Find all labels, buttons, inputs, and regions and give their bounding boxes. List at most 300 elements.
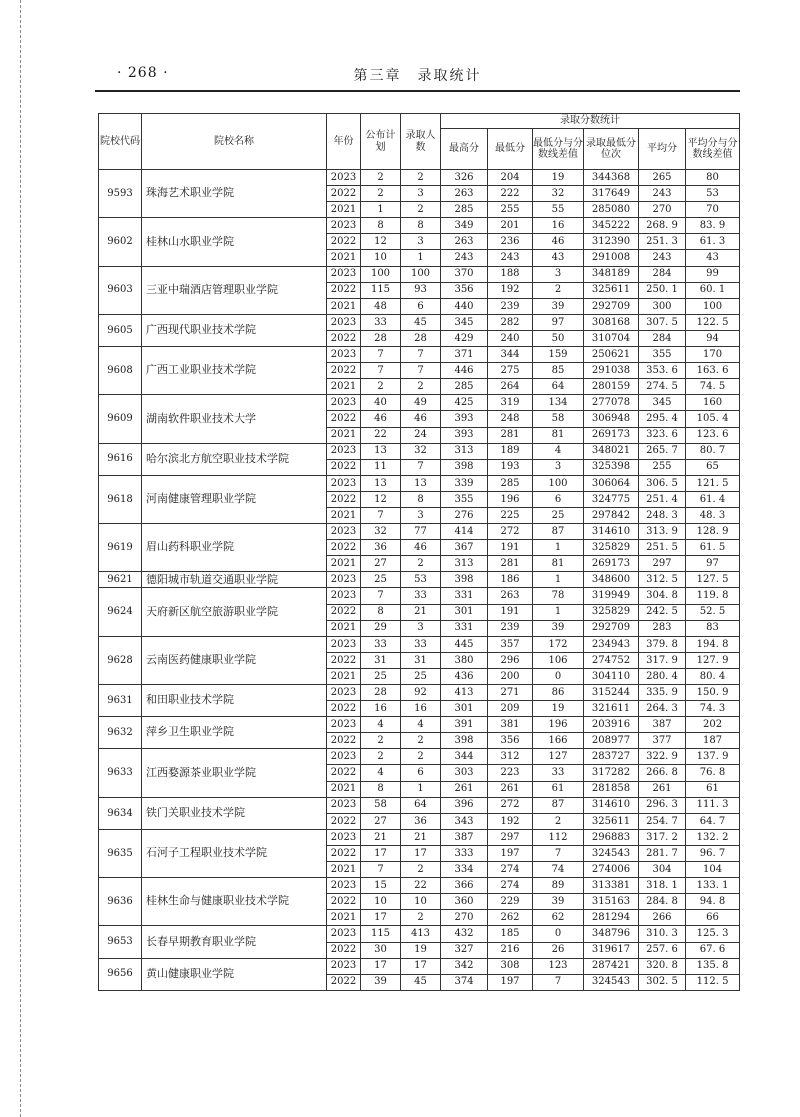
cell-max: 398 (441, 733, 488, 749)
cell-min: 192 (488, 813, 533, 829)
cell-min-rank: 325829 (584, 540, 639, 556)
cell-min: 357 (488, 636, 533, 652)
cell-min-diff: 1 (533, 604, 584, 620)
cell-min-rank: 317282 (584, 765, 639, 781)
cell-plan: 7 (361, 862, 401, 878)
table-row (99, 572, 740, 588)
header-rule (95, 90, 740, 92)
cell-avg-diff: 74. 3 (686, 701, 740, 717)
cell-avg: 284 (639, 266, 686, 282)
cell-admitted: 46 (401, 540, 441, 556)
cell-min-diff: 7 (533, 845, 584, 861)
school-name: 珠海艺术职业学院 (142, 170, 327, 218)
header-score-stats: 录取分数统计 (441, 114, 740, 129)
cell-plan: 30 (361, 942, 401, 958)
cell-max: 331 (441, 588, 488, 604)
cell-min: 271 (488, 685, 533, 701)
binding-margin-line (20, 0, 21, 1117)
cell-min-rank: 313381 (584, 878, 639, 894)
cell-min-rank: 319617 (584, 942, 639, 958)
cell-plan: 33 (361, 636, 401, 652)
cell-plan: 4 (361, 765, 401, 781)
cell-min: 262 (488, 910, 533, 926)
cell-min-diff: 100 (533, 475, 584, 491)
cell-min: 356 (488, 733, 533, 749)
cell-min-rank: 274752 (584, 652, 639, 668)
cell-min-diff: 61 (533, 781, 584, 797)
cell-min: 281 (488, 427, 533, 443)
cell-min-rank: 306064 (584, 475, 639, 491)
cell-max: 432 (441, 926, 488, 942)
table-row (99, 878, 740, 894)
cell-admitted: 2 (401, 733, 441, 749)
school-name: 天府新区航空旅游职业学院 (142, 588, 327, 636)
cell-min-diff: 2 (533, 813, 584, 829)
cell-min-diff: 39 (533, 298, 584, 314)
cell-year: 2023 (327, 347, 361, 363)
cell-admitted: 2 (401, 910, 441, 926)
cell-year: 2022 (327, 845, 361, 861)
cell-min-diff: 25 (533, 507, 584, 523)
cell-min-diff: 78 (533, 588, 584, 604)
cell-min-diff: 159 (533, 347, 584, 363)
school-code: 9618 (99, 475, 142, 523)
header-min-rank: 录取最低分位次 (584, 129, 639, 170)
cell-min-rank: 325611 (584, 813, 639, 829)
cell-min-diff: 55 (533, 202, 584, 218)
cell-avg: 266. 8 (639, 765, 686, 781)
cell-min-rank: 315244 (584, 685, 639, 701)
school-code: 9602 (99, 218, 142, 266)
cell-max: 333 (441, 845, 488, 861)
header-min-diff: 最低分与分数线差值 (533, 129, 584, 170)
cell-min-rank: 348189 (584, 266, 639, 282)
cell-min: 229 (488, 894, 533, 910)
cell-avg-diff: 96. 7 (686, 845, 740, 861)
cell-year: 2022 (327, 459, 361, 475)
cell-min-rank: 314610 (584, 797, 639, 813)
cell-avg-diff: 112. 5 (686, 974, 740, 990)
cell-min-rank: 324543 (584, 974, 639, 990)
cell-max: 327 (441, 942, 488, 958)
cell-year: 2022 (327, 813, 361, 829)
cell-min: 204 (488, 170, 533, 186)
cell-max: 429 (441, 330, 488, 346)
cell-plan: 28 (361, 685, 401, 701)
table-row (99, 347, 740, 363)
cell-avg: 264. 3 (639, 701, 686, 717)
cell-admitted: 33 (401, 636, 441, 652)
cell-min-rank: 234943 (584, 636, 639, 652)
cell-min-rank: 310704 (584, 330, 639, 346)
cell-min-rank: 319949 (584, 588, 639, 604)
cell-avg: 266 (639, 910, 686, 926)
cell-avg-diff: 100 (686, 298, 740, 314)
cell-avg-diff: 60. 1 (686, 282, 740, 298)
school-code: 9628 (99, 636, 142, 684)
cell-avg-diff: 76. 8 (686, 765, 740, 781)
cell-min-rank: 292709 (584, 298, 639, 314)
cell-avg: 295. 4 (639, 411, 686, 427)
cell-min-diff: 19 (533, 170, 584, 186)
cell-min-diff: 134 (533, 395, 584, 411)
cell-avg-diff: 104 (686, 862, 740, 878)
cell-min-rank: 315163 (584, 894, 639, 910)
table-row (99, 958, 740, 974)
cell-max: 285 (441, 379, 488, 395)
cell-min-rank: 250621 (584, 347, 639, 363)
cell-plan: 115 (361, 282, 401, 298)
table-row (99, 395, 740, 411)
cell-min: 312 (488, 749, 533, 765)
table-row (99, 797, 740, 813)
cell-avg: 270 (639, 202, 686, 218)
cell-min: 272 (488, 797, 533, 813)
cell-min-rank: 297842 (584, 507, 639, 523)
cell-max: 445 (441, 636, 488, 652)
cell-plan: 33 (361, 314, 401, 330)
cell-year: 2021 (327, 298, 361, 314)
school-code: 9621 (99, 572, 142, 588)
cell-min-diff: 1 (533, 540, 584, 556)
cell-avg-diff: 94. 8 (686, 894, 740, 910)
cell-avg-diff: 99 (686, 266, 740, 282)
cell-avg-diff: 53 (686, 186, 740, 202)
cell-avg: 310. 3 (639, 926, 686, 942)
school-code: 9605 (99, 314, 142, 346)
cell-year: 2022 (327, 733, 361, 749)
cell-year: 2022 (327, 974, 361, 990)
cell-plan: 4 (361, 717, 401, 733)
cell-min-rank: 345222 (584, 218, 639, 234)
cell-min-rank: 208977 (584, 733, 639, 749)
school-name: 黄山健康职业学院 (142, 958, 327, 990)
cell-min-diff: 123 (533, 958, 584, 974)
cell-min: 281 (488, 556, 533, 572)
cell-max: 313 (441, 556, 488, 572)
cell-min: 201 (488, 218, 533, 234)
page-header (95, 63, 740, 89)
table-row (99, 717, 740, 733)
cell-year: 2021 (327, 250, 361, 266)
cell-min: 192 (488, 282, 533, 298)
cell-max: 285 (441, 202, 488, 218)
school-name: 石河子工程职业技术学院 (142, 829, 327, 877)
cell-avg-diff: 64. 7 (686, 813, 740, 829)
table-row (99, 749, 740, 765)
cell-min-diff: 19 (533, 701, 584, 717)
cell-plan: 36 (361, 540, 401, 556)
cell-admitted: 25 (401, 668, 441, 684)
cell-avg-diff: 105. 4 (686, 411, 740, 427)
cell-plan: 27 (361, 813, 401, 829)
cell-avg-diff: 160 (686, 395, 740, 411)
cell-avg: 318. 1 (639, 878, 686, 894)
cell-avg-diff: 83 (686, 620, 740, 636)
cell-max: 276 (441, 507, 488, 523)
cell-avg-diff: 52. 5 (686, 604, 740, 620)
cell-min-rank: 291008 (584, 250, 639, 266)
cell-year: 2021 (327, 379, 361, 395)
table-row (99, 443, 740, 459)
cell-max: 355 (441, 491, 488, 507)
cell-avg: 313. 9 (639, 524, 686, 540)
cell-year: 2022 (327, 234, 361, 250)
cell-min-diff: 39 (533, 894, 584, 910)
cell-min-rank: 285080 (584, 202, 639, 218)
cell-max: 342 (441, 958, 488, 974)
cell-plan: 21 (361, 829, 401, 845)
cell-min-diff: 6 (533, 491, 584, 507)
cell-min-rank: 283727 (584, 749, 639, 765)
cell-plan: 17 (361, 958, 401, 974)
cell-min-rank: 291038 (584, 363, 639, 379)
cell-plan: 28 (361, 330, 401, 346)
cell-avg-diff: 127. 5 (686, 572, 740, 588)
cell-year: 2023 (327, 218, 361, 234)
cell-min: 209 (488, 701, 533, 717)
cell-plan: 32 (361, 524, 401, 540)
cell-min-diff: 106 (533, 652, 584, 668)
cell-admitted: 21 (401, 604, 441, 620)
cell-max: 243 (441, 250, 488, 266)
cell-max: 334 (441, 862, 488, 878)
school-code: 9632 (99, 717, 142, 749)
page-number: · 268 · (117, 65, 169, 81)
cell-admitted: 6 (401, 765, 441, 781)
cell-min-diff: 4 (533, 443, 584, 459)
school-name: 广西工业职业技术学院 (142, 347, 327, 395)
cell-plan: 40 (361, 395, 401, 411)
cell-admitted: 7 (401, 347, 441, 363)
cell-avg: 312. 5 (639, 572, 686, 588)
cell-avg: 317. 9 (639, 652, 686, 668)
cell-min-rank: 274006 (584, 862, 639, 878)
school-name: 铁门关职业技术学院 (142, 797, 327, 829)
cell-avg: 335. 9 (639, 685, 686, 701)
cell-year: 2023 (327, 636, 361, 652)
cell-min-rank: 269173 (584, 427, 639, 443)
cell-max: 374 (441, 974, 488, 990)
cell-year: 2022 (327, 894, 361, 910)
cell-min-rank: 308168 (584, 314, 639, 330)
cell-avg-diff: 61. 4 (686, 491, 740, 507)
school-code: 9593 (99, 170, 142, 218)
cell-min-diff: 33 (533, 765, 584, 781)
cell-avg: 261 (639, 781, 686, 797)
cell-plan: 10 (361, 250, 401, 266)
cell-plan: 17 (361, 845, 401, 861)
cell-min: 319 (488, 395, 533, 411)
cell-year: 2023 (327, 926, 361, 942)
cell-year: 2022 (327, 411, 361, 427)
cell-year: 2023 (327, 797, 361, 813)
cell-avg-diff: 67. 6 (686, 942, 740, 958)
school-name: 河南健康管理职业学院 (142, 475, 327, 523)
school-code: 9633 (99, 749, 142, 797)
cell-avg: 265. 7 (639, 443, 686, 459)
cell-min-diff: 43 (533, 250, 584, 266)
cell-max: 370 (441, 266, 488, 282)
cell-max: 367 (441, 540, 488, 556)
cell-avg-diff: 123. 6 (686, 427, 740, 443)
cell-admitted: 4 (401, 717, 441, 733)
cell-year: 2021 (327, 202, 361, 218)
cell-max: 413 (441, 685, 488, 701)
cell-year: 2021 (327, 668, 361, 684)
cell-plan: 2 (361, 733, 401, 749)
cell-max: 371 (441, 347, 488, 363)
cell-min-rank: 317649 (584, 186, 639, 202)
cell-avg: 355 (639, 347, 686, 363)
cell-admitted: 8 (401, 218, 441, 234)
cell-min: 197 (488, 845, 533, 861)
cell-plan: 1 (361, 202, 401, 218)
cell-avg-diff: 133. 1 (686, 878, 740, 894)
cell-avg-diff: 132. 2 (686, 829, 740, 845)
cell-max: 396 (441, 797, 488, 813)
cell-min: 239 (488, 298, 533, 314)
cell-min: 239 (488, 620, 533, 636)
chapter-title: 第三章 录取统计 (353, 68, 482, 84)
cell-admitted: 17 (401, 845, 441, 861)
cell-max: 360 (441, 894, 488, 910)
header-name: 院校名称 (142, 114, 327, 170)
cell-year: 2022 (327, 765, 361, 781)
cell-min-rank: 325398 (584, 459, 639, 475)
school-name: 广西现代职业技术学院 (142, 314, 327, 346)
school-code: 9636 (99, 878, 142, 926)
cell-min-rank: 312390 (584, 234, 639, 250)
table-body (99, 170, 740, 991)
cell-max: 391 (441, 717, 488, 733)
cell-plan: 12 (361, 234, 401, 250)
cell-max: 343 (441, 813, 488, 829)
cell-min-diff: 196 (533, 717, 584, 733)
table-row (99, 170, 740, 186)
cell-admitted: 31 (401, 652, 441, 668)
cell-min-diff: 0 (533, 668, 584, 684)
cell-avg: 255 (639, 459, 686, 475)
table-row (99, 636, 740, 652)
cell-plan: 48 (361, 298, 401, 314)
cell-avg-diff: 43 (686, 250, 740, 266)
cell-max: 313 (441, 443, 488, 459)
cell-avg: 320. 8 (639, 958, 686, 974)
cell-min: 275 (488, 363, 533, 379)
cell-max: 425 (441, 395, 488, 411)
cell-min-diff: 62 (533, 910, 584, 926)
cell-max: 263 (441, 234, 488, 250)
admission-table (98, 113, 740, 991)
cell-min-diff: 97 (533, 314, 584, 330)
cell-min-diff: 85 (533, 363, 584, 379)
cell-admitted: 7 (401, 459, 441, 475)
cell-max: 436 (441, 668, 488, 684)
school-name: 云南医药健康职业学院 (142, 636, 327, 684)
cell-plan: 2 (361, 186, 401, 202)
cell-max: 344 (441, 749, 488, 765)
school-name: 和田职业技术学院 (142, 685, 327, 717)
table-row (99, 266, 740, 282)
cell-min-diff: 87 (533, 524, 584, 540)
school-code: 9616 (99, 443, 142, 475)
cell-min: 308 (488, 958, 533, 974)
cell-min-diff: 87 (533, 797, 584, 813)
cell-min: 344 (488, 347, 533, 363)
cell-year: 2023 (327, 588, 361, 604)
cell-min-diff: 0 (533, 926, 584, 942)
cell-year: 2022 (327, 330, 361, 346)
cell-avg-diff: 111. 3 (686, 797, 740, 813)
school-name: 眉山药科职业学院 (142, 524, 327, 572)
school-code: 9634 (99, 797, 142, 829)
cell-min-diff: 39 (533, 620, 584, 636)
cell-min-diff: 81 (533, 427, 584, 443)
cell-plan: 27 (361, 556, 401, 572)
cell-min: 191 (488, 604, 533, 620)
cell-year: 2023 (327, 395, 361, 411)
school-name: 湖南软件职业技术大学 (142, 395, 327, 443)
cell-min-rank: 348600 (584, 572, 639, 588)
cell-avg: 323. 6 (639, 427, 686, 443)
cell-avg-diff: 137. 9 (686, 749, 740, 765)
cell-plan: 39 (361, 974, 401, 990)
cell-min-diff: 46 (533, 234, 584, 250)
school-code: 9624 (99, 588, 142, 636)
cell-min: 186 (488, 572, 533, 588)
cell-plan: 115 (361, 926, 401, 942)
cell-min: 225 (488, 507, 533, 523)
cell-plan: 7 (361, 507, 401, 523)
cell-min-diff: 2 (533, 282, 584, 298)
cell-plan: 16 (361, 701, 401, 717)
cell-avg: 243 (639, 186, 686, 202)
cell-avg-diff: 125. 3 (686, 926, 740, 942)
cell-year: 2023 (327, 475, 361, 491)
cell-min-diff: 32 (533, 186, 584, 202)
school-code: 9609 (99, 395, 142, 443)
cell-min-diff: 81 (533, 556, 584, 572)
cell-avg-diff: 80. 7 (686, 443, 740, 459)
school-code: 9656 (99, 958, 142, 990)
cell-avg: 265 (639, 170, 686, 186)
table-row (99, 926, 740, 942)
cell-plan: 25 (361, 668, 401, 684)
cell-admitted: 13 (401, 475, 441, 491)
cell-avg: 353. 6 (639, 363, 686, 379)
cell-avg-diff: 122. 5 (686, 314, 740, 330)
cell-admitted: 46 (401, 411, 441, 427)
cell-year: 2023 (327, 524, 361, 540)
cell-year: 2021 (327, 620, 361, 636)
header-avg-diff: 平均分与分数线差值 (686, 129, 740, 170)
cell-plan: 7 (361, 363, 401, 379)
cell-year: 2022 (327, 282, 361, 298)
school-name: 桂林生命与健康职业技术学院 (142, 878, 327, 926)
cell-admitted: 36 (401, 813, 441, 829)
cell-admitted: 45 (401, 974, 441, 990)
cell-avg: 283 (639, 620, 686, 636)
table-row (99, 685, 740, 701)
school-code: 9619 (99, 524, 142, 572)
cell-avg: 242. 5 (639, 604, 686, 620)
cell-plan: 46 (361, 411, 401, 427)
cell-plan: 2 (361, 170, 401, 186)
cell-avg-diff: 61. 5 (686, 540, 740, 556)
cell-max: 261 (441, 781, 488, 797)
cell-avg-diff: 70 (686, 202, 740, 218)
